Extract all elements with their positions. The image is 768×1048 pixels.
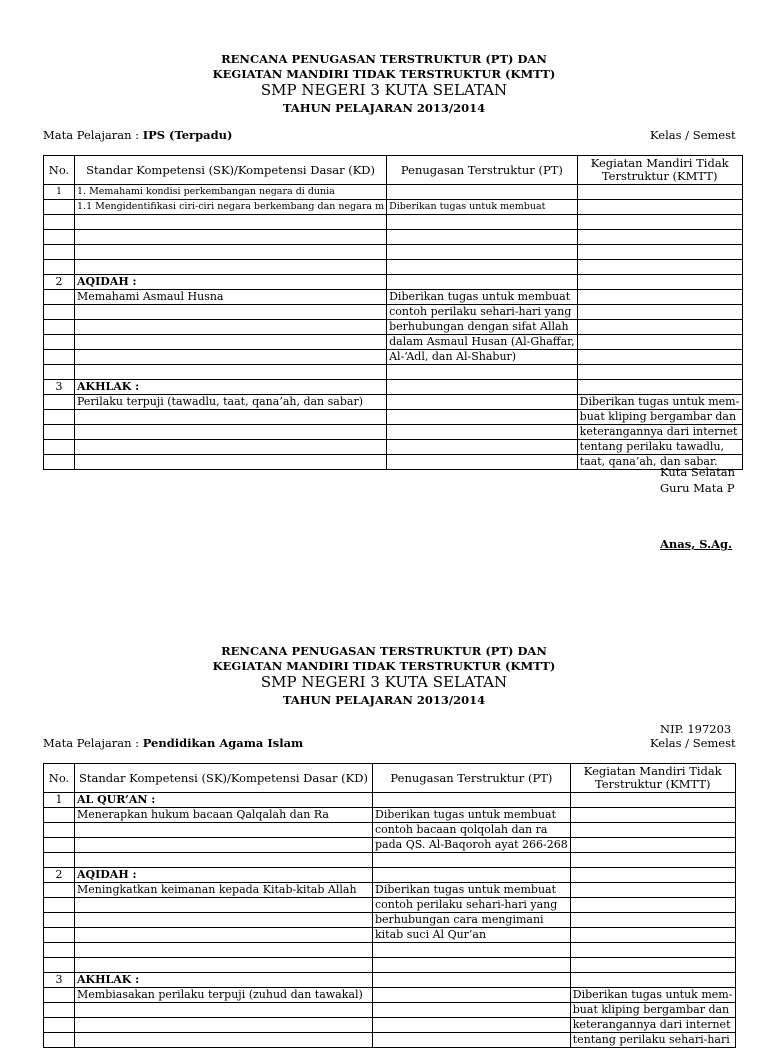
table-row: 3 AKHLAK : <box>44 973 736 988</box>
table-row <box>44 230 743 245</box>
doc1-school-name: SMP NEGERI 3 KUTA SELATAN <box>260 81 508 99</box>
doc2-table <box>43 763 736 1048</box>
header-pt: Penugasan Terstruktur (PT) <box>373 764 571 793</box>
doc1-kelas-label: Kelas / Semest <box>650 128 736 142</box>
doc2-nip: NIP. 197203 <box>660 722 732 736</box>
doc1-title-line2: KEGIATAN MANDIRI TIDAK TERSTRUKTUR (KMTT) <box>212 67 556 81</box>
table-row: contoh perilaku sehari-hari yang <box>44 305 743 320</box>
table-row: 1 1. Memahami kondisi perkembangan negara di dunia <box>44 185 743 200</box>
table-row: kitab suci Al Qur’an <box>44 928 736 943</box>
subject-label: Mata Pelajaran : <box>43 736 143 750</box>
header-no: No. <box>44 156 75 185</box>
table-row: Perilaku terpuji (tawadlu, taat, qana’ah, dan sabar) Diberikan tugas untuk mem- <box>44 395 743 410</box>
table-row: 1 AL QUR’AN : <box>44 793 736 808</box>
table-row <box>44 853 736 868</box>
table-row: Memahami Asmaul Husna Diberikan tugas untuk membuat <box>44 290 743 305</box>
table-row: Meningkatkan keimanan kepada Kitab-kitab Allah Diberikan tugas untuk membuat <box>44 883 736 898</box>
table-row: contoh bacaan qolqolah dan ra <box>44 823 736 838</box>
subject-value: Pendidikan Agama Islam <box>142 736 304 750</box>
table-row: keterangannya dari internet <box>44 425 743 440</box>
header-kmtt: Kegiatan Mandiri Tidak Terstruktur (KMTT) <box>577 156 742 185</box>
doc1-year: TAHUN PELAJARAN 2013/2014 <box>282 101 486 115</box>
table-row: dalam Asmaul Husan (Al-Ghaffar, <box>44 335 743 350</box>
table-row: tentang perilaku sehari-hari <box>44 1033 736 1048</box>
doc2-year: TAHUN PELAJARAN 2013/2014 <box>282 693 486 707</box>
header-sk: Standar Kompetensi (SK)/Kompetensi Dasar (KD) <box>75 156 387 185</box>
table-row <box>44 215 743 230</box>
table-row: 2 AQIDAH : <box>44 275 743 290</box>
doc1-signer: Anas, S.Ag. <box>660 537 733 551</box>
table-row <box>44 958 736 973</box>
header-kmtt: Kegiatan Mandiri Tidak Terstruktur (KMTT) <box>570 764 735 793</box>
doc2-title-line1: RENCANA PENUGASAN TERSTRUKTUR (PT) DAN <box>221 644 547 658</box>
table-row: tentang perilaku tawadlu, <box>44 440 743 455</box>
doc2-school-name: SMP NEGERI 3 KUTA SELATAN <box>260 673 508 691</box>
subject-label: Mata Pelajaran : <box>43 128 143 142</box>
doc1-title-line1: RENCANA PENUGASAN TERSTRUKTUR (PT) DAN <box>221 52 547 66</box>
table-row: contoh perilaku sehari-hari yang <box>44 898 736 913</box>
header-sk: Standar Kompetensi (SK)/Kompetensi Dasar (KD) <box>75 764 373 793</box>
doc1-table <box>43 155 743 470</box>
table-row <box>44 365 743 380</box>
table-row: Al-‘Adl, dan Al-Shabur) <box>44 350 743 365</box>
table-row: 1.1 Mengidentifikasi ciri-ciri negara berkembang dan negara m Diberikan tugas untuk membuat <box>44 200 743 215</box>
subject-value: IPS (Terpadu) <box>142 128 233 142</box>
table-row: taat, qana’ah, dan sabar. <box>44 455 743 470</box>
table-row: berhubungan cara mengimani <box>44 913 736 928</box>
table-row: 2 AQIDAH : <box>44 868 736 883</box>
table-row: buat kliping bergambar dan <box>44 1003 736 1018</box>
doc2-title-line2: KEGIATAN MANDIRI TIDAK TERSTRUKTUR (KMTT) <box>212 659 556 673</box>
doc2-kelas-label: Kelas / Semest <box>650 736 736 750</box>
header-no: No. <box>44 764 75 793</box>
table-row: keterangannya dari internet <box>44 1018 736 1033</box>
table-row <box>44 245 743 260</box>
table-row: Membiasakan perilaku terpuji (zuhud dan tawakal) Diberikan tugas untuk mem- <box>44 988 736 1003</box>
table-row: Menerapkan hukum bacaan Qalqalah dan Ra Diberikan tugas untuk membuat <box>44 808 736 823</box>
table-row: berhubungan dengan sifat Allah <box>44 320 743 335</box>
table-row <box>44 943 736 958</box>
doc1-subject-line <box>43 128 232 142</box>
doc2-subject-line <box>43 736 303 750</box>
doc1-role: Guru Mata P <box>660 481 735 495</box>
table-row: buat kliping bergambar dan <box>44 410 743 425</box>
table-row <box>44 260 743 275</box>
header-pt: Penugasan Terstruktur (PT) <box>387 156 578 185</box>
table-row: 3 AKHLAK : <box>44 380 743 395</box>
doc1-place: Kuta Selatan <box>660 465 735 479</box>
table-row: pada QS. Al-Baqoroh ayat 266-268 <box>44 838 736 853</box>
